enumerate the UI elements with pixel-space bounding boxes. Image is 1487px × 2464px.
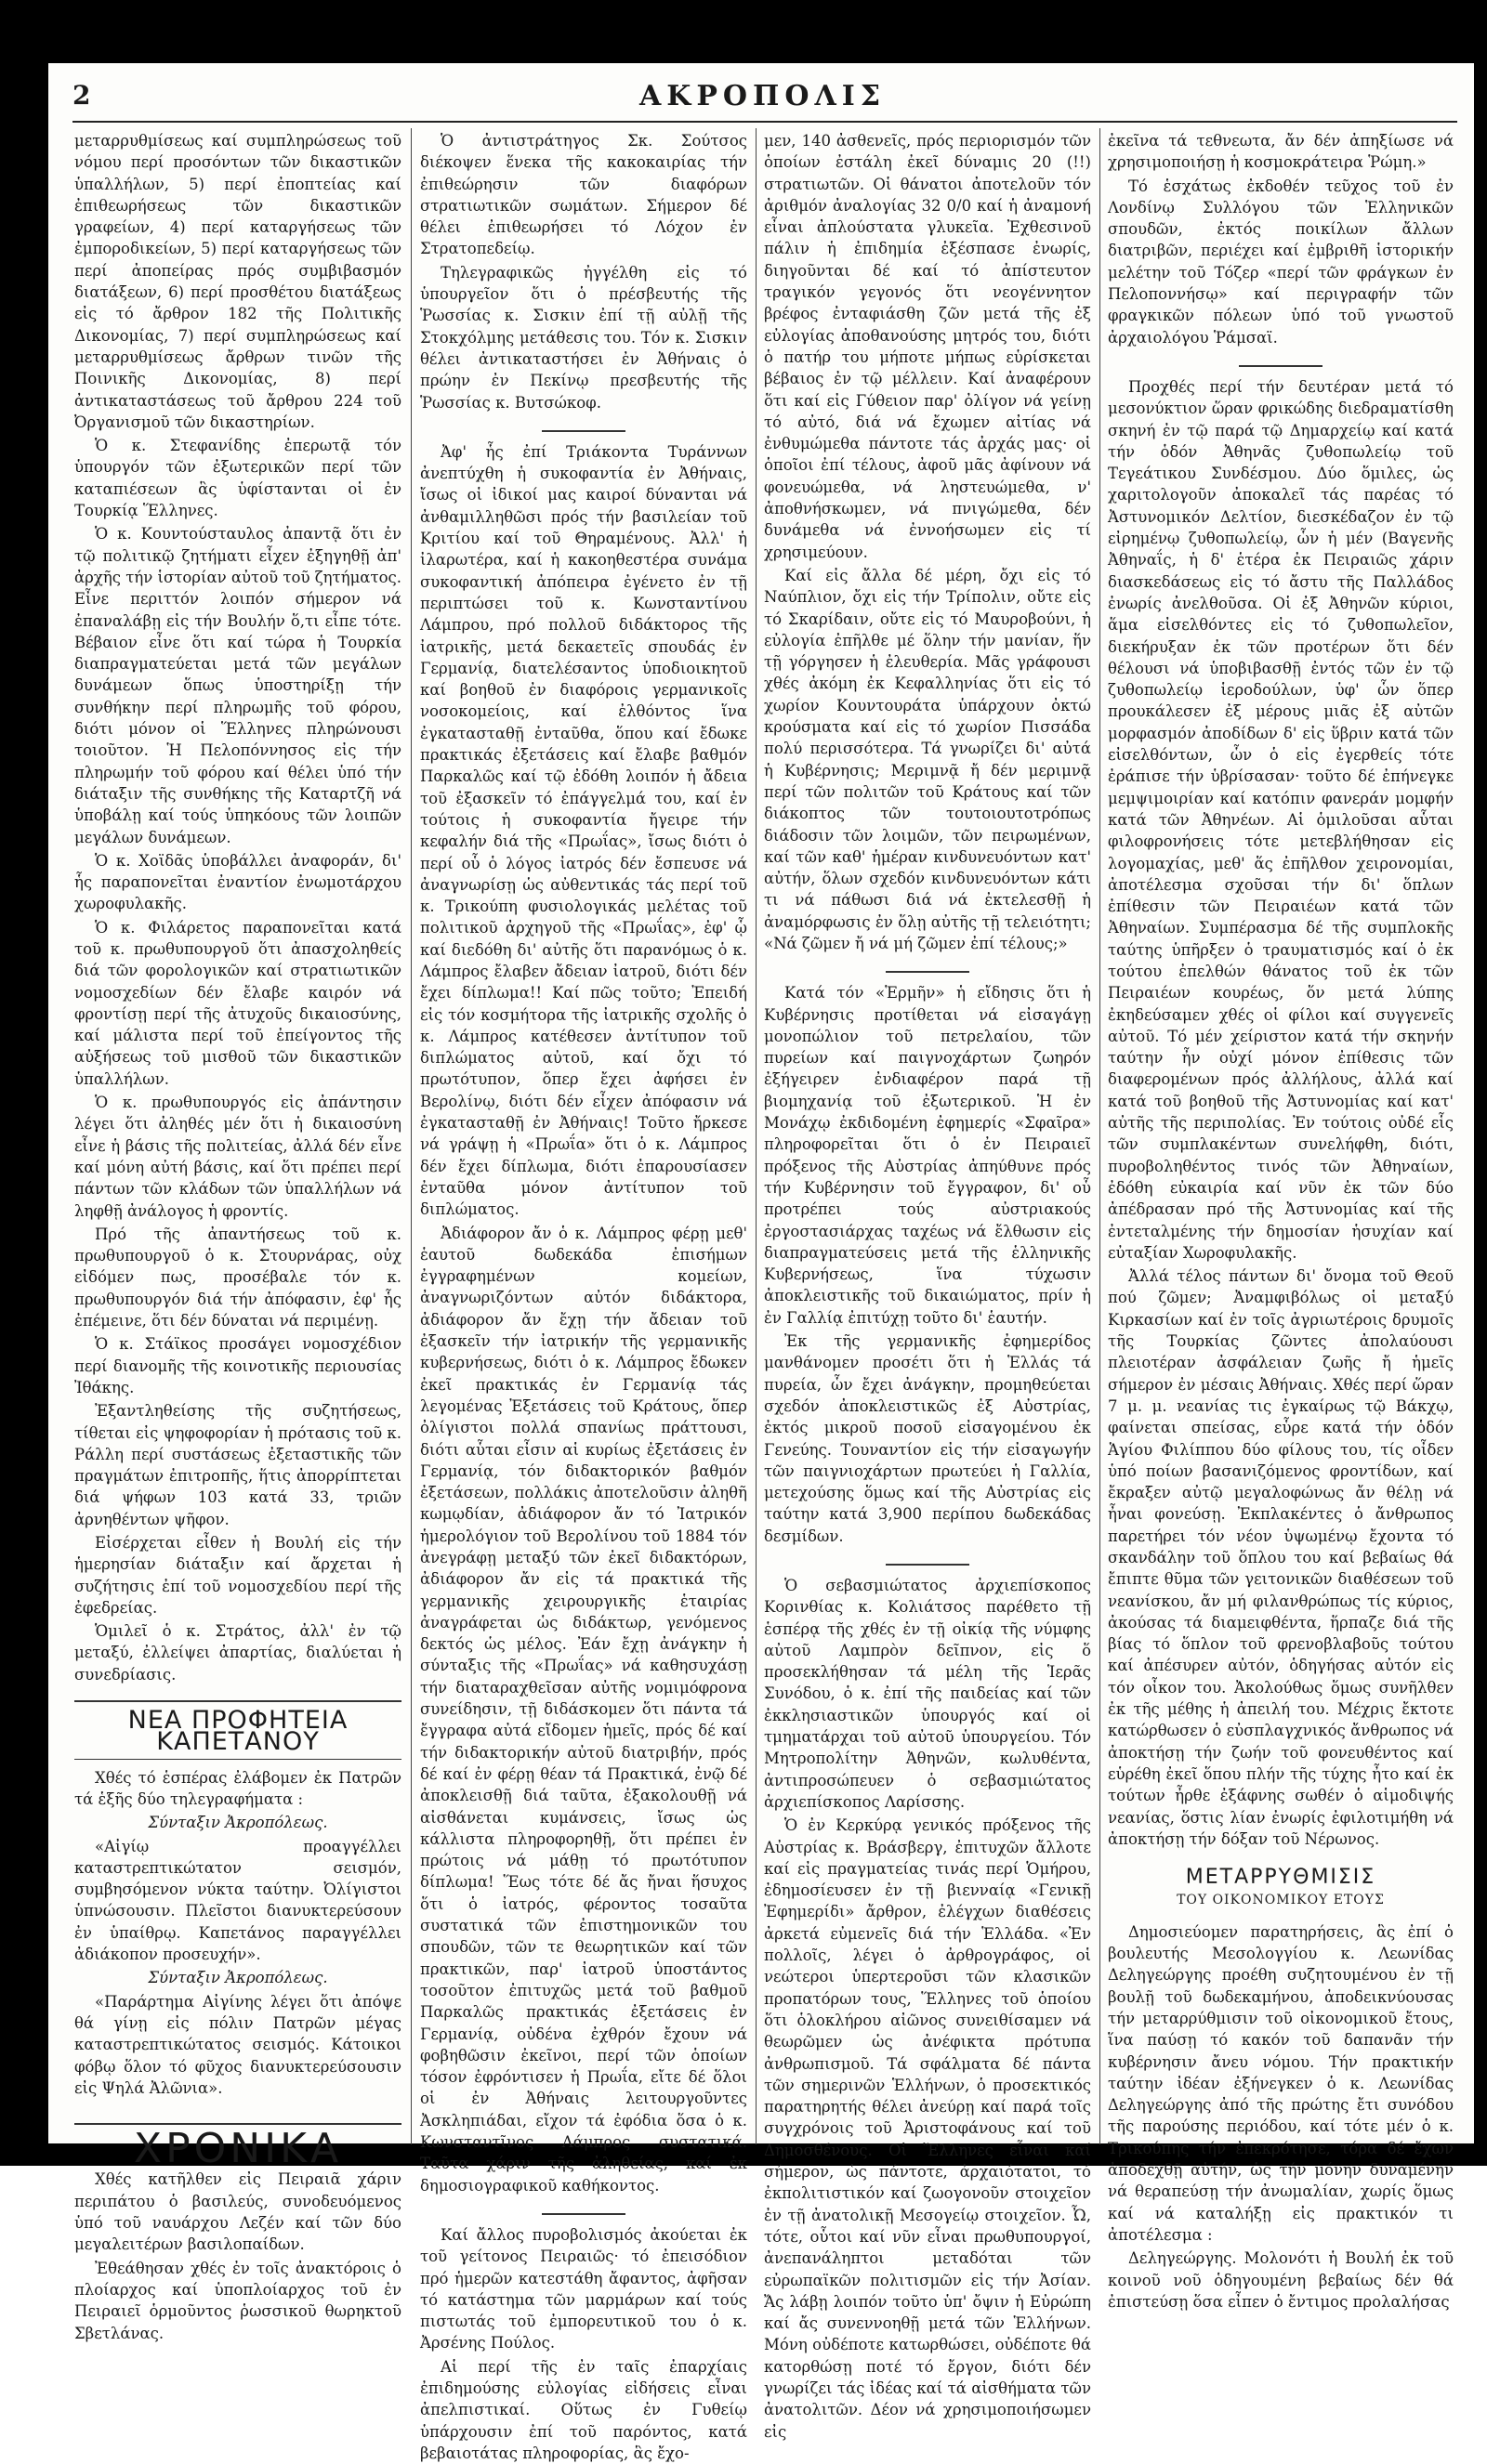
article-paragraph: Πρό τῆς ἀπαντήσεως τοῦ κ. πρωθυπουργοῦ ὁ κ. Στουρνάρας, οὐχ εἰδόμεν πως, προσέβαλε τόν κ. πρωθυπουργόν διά τήν ἀπόφασιν, ἐφ' ἧς ἐπέμεινε, ὅτι δέν δύναται νά περιμένῃ. bbox=[74, 1225, 401, 1330]
article-paragraph: Τηλεγραφικῶς ἠγγέλθη εἰς τό ὑπουργεῖον ὅτι ὁ πρέσβευτής τῆς Ῥωσσίας κ. Σισκιν ἐπί τῇ αὐλῇ τῆς Στοκχόλμης μετάθεσις του. Τόν κ. Σισκιν θέλει ἀντικαταστήσει ἐν Ἀθήναις ὁ πρώην ἐν Πεκίνῳ πρεσβευτής τῆς Ῥωσσίας κ. Βυτσώκοφ. bbox=[420, 263, 747, 412]
separator-rule bbox=[1239, 365, 1323, 367]
scan-border-left bbox=[0, 0, 48, 2166]
article-paragraph: Καί ἄλλος πυροβολισμός ἀκούεται ἐκ τοῦ γείτονος Πειραιῶς· τό ἐπεισόδιον πρό ἡμερῶν κατεστάθη ἄφαντος, ἀφῆσαν τό κατάστημα τῶν μαρμάρων καί τούς πιστωτάς τοῦ ἐμπορευτικοῦ του ὁ κ. Ἀρσένης Πούλος. bbox=[420, 2225, 747, 2353]
header-rule bbox=[72, 121, 1457, 123]
separator-rule bbox=[542, 2213, 625, 2215]
article-paragraph: Χθές κατῆλθεν εἰς Πειραιᾶ χάριν περιπάτου ὁ βασιλεύς, συνοδευόμενος ὑπό τοῦ ναυάρχου Λεζέν καί τῶν δύο μεγαλειτέρων βασιλοπαίδων. bbox=[74, 2170, 401, 2254]
article-paragraph: Αἱ περί τῆς ἐν ταῖς ἐπαρχίαις ἐπιδημούσης εὐλογίας εἰδήσεις εἶναι ἀπελπιστικαί. Οὕτως ἐν Γυθείῳ ὑπάρχουσιν ἐπί τοῦ παρόντος, κατά βεβαιοτάτας πληροφορίας, ἃς ἔχο- bbox=[420, 2357, 747, 2462]
telegram-text: «Αἰγίῳ προαγγέλλει καταστρεπτικώτατον σεισμόν, συμβησόμενον νύκτα ταύτην. Ὀλίγιστοι ὑπνώσουσιν. Πλεῖστοι διανυκτερεύσουν ἐν ὑπαίθρῳ. Καπετάνος παραγγέλλει ἀδιάκοπον προσευχήν». bbox=[74, 1837, 401, 1964]
scan-border-top bbox=[0, 0, 1487, 63]
article-paragraph: Εἰσέρχεται εἶθεν ἡ Βουλή εἰς τήν ἡμερησίαν διάταξιν καί ἄρχεται ἡ συζήτησις ἐπί τοῦ νομοσχεδίου περί τῆς ἐφεδρείας. bbox=[74, 1534, 401, 1617]
article-paragraph: Ὁ κ. Φιλάρετος παραπονεῖται κατά τοῦ κ. πρωθυπουργοῦ ὅτι ἀπασχοληθείς διά τῶν φορολογικῶν καί στρατιωτικῶν νομοσχεδίων δέν ἔλαβε καιρόν νά φροντίσῃ περί τῆς ἀτυχοῦς δικαιοσύνης, καί μάλιστα περί τοῦ ἐπείγοντος τῆς αὐξήσεως τοῦ μισθοῦ τῶν δικαστικῶν ὑπαλλήλων. bbox=[74, 918, 401, 1088]
article-paragraph: Ἐκ τῆς γερμανικῆς ἐφημερίδος μανθάνομεν προσέτι ὅτι ἡ Ἑλλάς τά πυρεία, ὧν ἔχει ἀνάγκην, προμηθεύεται σχεδόν ἀποκλειστικῶς ἐξ Αὐστρίας, ἐκτός μικροῦ ποσοῦ εἰσαγομένου ἐκ Γενεύης. Τουναντίον εἰς τήν εἰσαγωγήν τῶν παιγνιοχάρτων πρωτεύει ἡ Γαλλία, μετεχούσης ὅμως καί τῆς Αὐστρίας εἰς ταύτην κατά 3,900 περίπου δωδεκάδας δεσμίδων. bbox=[764, 1332, 1091, 1545]
article-paragraph: Ὁ κ. πρωθυπουργός εἰς ἀπάντησιν λέγει ὅτι ἀληθές μέν ὅτι ἡ δικαιοσύνη εἶνε ἡ βάσις τῆς πολιτείας, ἀλλά δέν εἶνε καί μόνη αὐτή βάσις, καί ὅτι πρέπει περί πάντων τῶν κλάδων τῶν ὑπαλλήλων νά ληφθῇ ἀνάλογος ἡ φροντίς. bbox=[74, 1094, 401, 1220]
telegram-text: «Παράρτημα Αἰγίνης λέγει ὅτι ἀπόψε θά γίνῃ εἰς πόλιν Πατρῶν μέγας καταστρεπτικώτατος σεισμός. Κάτοικοι φόβῳ ὅλον τό φῦχος διανυκτερεύσουσιν εἰς Ψηλά Ἀλῶνια». bbox=[74, 1992, 401, 2097]
article-paragraph: Ὁ κ. Κουντούσταυλος ἀπαντᾷ ὅτι ἐν τῷ πολιτικῷ ζητήματι εἶχεν ἐξηγηθῇ ἀπ' ἀρχῆς τήν ἱστορίαν αὐτοῦ τοῦ ζητήματος. Εἶνε περιττόν λοιπόν σήμερον νά ἐπαναλάβῃ εἰς τήν Βουλήν ὅ,τι εἶπε τότε. Βέβαιον εἶνε ὅτι καί τώρα ἡ Τουρκία διαπραγματεύεται μετά τῶν μεγάλων δυνάμεων ὅπως ὑποστηρίξῃ τήν συνθήκην περί πληρωμῆς τοῦ φόρου, διότι μόνον οἱ Ἕλληνες πληρώνουσι τοιοῦτον. Ἡ Πελοπόννησος εἰς τήν πληρωμήν τοῦ φόρου καί θέλει ὑπό τήν διάταξιν τῆς συνθήκης τῆς Καταρτζῆ νά ὑποβάλῃ καί τούς ὑπηκόους τῶν λοιπῶν μεγάλων δυνάμεων. bbox=[74, 525, 401, 846]
article-paragraph: Καί εἰς ἄλλα δέ μέρη, ὄχι εἰς τό Ναύπλιον, ὄχι εἰς τήν Τρίπολιν, οὔτε εἰς τό Σκαρίδαιν, οὔτε εἰς τό Μαυροβούνι, ἡ εὐλογία ἐπῆλθε μέ ὅλην τήν μανίαν, ἥν τῇ γόργησεν ἡ ἐλευθερία. Μᾶς γράφουσι χθές ἀκόμη ἐκ Κεφαλληνίας ὅτι εἰς τό χωρίον Κουντουράτα ὑπάρχουν ὀκτώ κρούσματα καί εἰς τό χωρίον Πισσάδα πολύ περισσότερα. Τά γνωρίζει δι' αὐτά ἡ Κυβέρνησις; Μεριμνᾷ ἤ δέν μεριμνᾷ περί τῶν πολιτῶν τοῦ Κράτους καί τῶν διάκοπτος τῶν τουτοιουτοτρόπως διάδοσιν τῶν λοιμῶν, τῶν πειρωμένων, καί τῶν καθ' ἡμέραν κινδυνευόντων κατ' αὐτήν, ὅλων σχεδόν κινδυνευόντων κάτι τι νά πάθωσι διά νά ἐκτελεσθῇ ἡ ἀναμόρφωσις ἐν ὅλῃ αὐτῆς τῇ τελειότητι; «Νά ζῶμεν ἤ νά μή ζῶμεν ἐπί τέλους;» bbox=[764, 566, 1091, 952]
article-paragraph: Δημοσιεύομεν παρατηρήσεις, ἃς ἐπί ὁ βουλευτής Μεσολογγίου κ. Λεωνίδας Δεληγεώργης προέθη συζητουμένου ἐν τῇ βουλῇ τοῦ δωδεκαμήνου, ἀποδεικνύουσας τήν μεταρρύθμισιν τοῦ οἰκονομικοῦ ἔτους, ἵνα παύσῃ τό κακόν τοῦ δαπανᾶν τήν κυβέρνησιν ἄνευ νόμου. Τήν πρακτικήν ταύτην ἰδέαν ἐξήνεγκεν ὁ κ. Λεωνίδας Δεληγεώργης ἀπό τῆς πρώτης ἔτι συνόδου τῆς παρούσης περιόδου, καί τότε μέν ὁ κ. Τρικούπης τήν ἐπεκρότησε, τόρα δέ ἔχων ἀποδεχθῇ αὐτήν, ὡς τήν μόνην δυναμένην νά θεραπεύσῃ τήν ἀνωμαλίαν, χωρίς ὅμως καί νά καταλήξῃ εἰς πρακτικόν τι ἀποτέλεσμα : bbox=[1108, 1922, 1454, 2244]
article-paragraph: μεταρρυθμίσεως καί συμπληρώσεως τοῦ νόμου περί προσόντων τῶν δικαστικῶν ὑπαλλήλων, 5) περί ἐποπτείας καί ἐπιθεωρήσεως τῶν δικαστικῶν γραφείων, 4) περί καταργήσεως τῶν ἐμποροδικείων, 5) περί καταργήσεως τῶν περί ἀποπείρας πρός συμβιβασμόν διατάξεων, 6) περί προσθέτου διατάξεως εἰς τό ἄρθρον 182 τῆς Πολιτικῆς Δικονομίας, 7) περί συμπληρώσεως καί μεταρρυθμίσεως ἄρθρων τινῶν τῆς Ποινικῆς Δικονομίας, 8) περί ἀντικαταστάσεως τοῦ ἄρθρου 224 τοῦ Ὀργανισμοῦ τῶν δικαστηρίων. bbox=[74, 132, 401, 431]
section-title-prophecy: ΝΕΑ ΠΡΟΦΗΤΕΙΑ ΚΑΠΕΤΑΝΟΥ bbox=[74, 1700, 401, 1760]
telegram-header: Σύνταξιν Ἀκροπόλεως. bbox=[148, 1969, 328, 1987]
separator-rule bbox=[542, 430, 625, 432]
telegram-header: Σύνταξιν Ἀκροπόλεως. bbox=[148, 1814, 328, 1832]
article-paragraph: ἐκεῖνα τά τεθνεωτα, ἄν δέν ἀπηξίωσε νά χρησιμοποιήσῃ ἡ κοσμοκράτειρα Ῥώμη.» bbox=[1108, 132, 1454, 172]
article-paragraph: Τό ἑσχάτως ἐκδοθέν τεῦχος τοῦ ἐν Λονδίνῳ Συλλόγου τῶν Ἑλληνικῶν σπουδῶν, ἐκτός ποικίλων ἄλλων διατριβῶν, περιέχει καί ἐμβριθῆ ἱστορικήν μελέτην τοῦ Τόζερ «περί τῶν φράγκων ἐν Πελοποννήσῳ» καί περιγραφήν τῶν φραγκικῶν πόλεων ὑπό τοῦ γνωστοῦ ἀρχαιολόγου Ῥάμσαϊ. bbox=[1108, 177, 1454, 347]
column-4 bbox=[1108, 130, 1454, 2311]
article-paragraph: Ὁ κ. Στάϊκος προσάγει νομοσχέδιον περί διανομῆς τῆς κοινοτικῆς περιουσίας Ἰθάκης. bbox=[74, 1335, 401, 1396]
article-paragraph: Κατά τόν «Ἑρμῆν» ἡ εἴδησις ὅτι ἡ Κυβέρνησις προτίθεται νά εἰσαγάγῃ μονοπώλιον τοῦ πετρελαίου, τῶν πυρείων καί παιγνοχάρτων ζωηρόν ἐξήγειρεν ἐνδιαφέρον παρά τῇ βιομηχανίᾳ τοῦ ἐξωτερικοῦ. Ἡ ἐν Μονάχῳ ἐκδιδομένη ἐφημερίς «Σφαῖρα» πληροφορεῖται ὅτι ὁ ἐν Πειραιεῖ πρόξενος τῆς Αὐστρίας ἀπηύθυνε πρός τήν Κυβέρνησιν τοῦ ἔγγραφον, δι' οὗ προτρέπει τούς αὐστριακούς ἐργοστασιάρχας ταχέως νά ἔλθωσιν εἰς διαπραγματεύσεις μετά τῆς ἑλληνικῆς Κυβερνήσεως, ἵνα τύχωσιν ἀποκλειστικῆς τοῦ δικαιώματος, πρίν ἡ ἐν Γαλλίᾳ ἐπιτύχῃ τοῦτο δι' ἑαυτήν. bbox=[764, 984, 1091, 1327]
article-paragraph: Ὁ κ. Στεφανίδης ἐπερωτᾷ τόν ὑπουργόν τῶν ἐξωτερικῶν περί τῶν καταπιέσεων ἃς ὑφίστανται οἱ ἐν Τουρκίᾳ Ἕλληνες. bbox=[74, 437, 401, 520]
page-number: 2 bbox=[72, 80, 91, 111]
separator-rule bbox=[886, 1564, 969, 1566]
separator-rule bbox=[886, 971, 969, 973]
article-paragraph: μεν, 140 ἀσθενεῖς, πρός περιορισμόν τῶν ὁποίων ἐστάλη ἐκεῖ δύναμις 20 (!!) στρατιωτῶν. Οἱ θάνατοι ἀποτελοῦν τόν ἀριθμόν ἀναλογίας 32 0/0 καί ἡ ἀναμονή εἶναι ἀπλούστατα γλυκεῖα. Ἐχθεσινοῦ πάλιν ἡ ἐπιδημία ἐξέσπασε ἐνωρίς, διηγοῦνται δέ καί τό ἀπίστευτον τραγικόν γεγονός ὅτι νεογέννητον βρέφος ἐνταφιάσθη ζῶν μετά τῆς ἐξ εὐλογίας ἀποθανούσης μητρός του, διότι ὁ πατήρ του μήποτε μήπως εὑρίσκεται βέβαιος ἐν τῷ μέλλειν. Καί ἀναφέρουν ὅτι καί εἰς Γύθειον παρ' ὀλίγον νά γείνῃ τό αὐτό, διά νά ἔχωμεν αἰτίας νά ἐνθυμώμεθα πάντοτε τάς ἀρχάς μας· οἱ ὁποῖοι ἐπί τέλους, ἀφοῦ μᾶς ἀφίνουν νά φονευώμεθα, νά ληστευώμεθα, ν' ἀποθνήσκωμεν, νά πνιγώμεθα, δέν δυνάμεθα νά ἐννοήσωμεν εἰς τί χρησιμεύουν. bbox=[764, 132, 1091, 561]
article-paragraph: Ὁ ἐν Κερκύρᾳ γενικός πρόξενος τῆς Αὐστρίας κ. Βράσβεργ, ἐπιτυχῶν ἄλλοτε καί εἰς πραγματείας τινάς περί Ὁμήρου, ἐδημοσίευσεν ἐν τῇ βιενναίᾳ «Γενικῇ Ἐφημερίδι» ἄρθρον, ἐλέγχων διαθέσεις ἀρκετά εὐμενεῖς διά τήν Ἑλλάδα. «Ἐν πολλοῖς, λέγει ὁ ἀρθρογράφος, οἱ νεώτεροι ὑπερτεροῦσι τῶν κλασικῶν προπατόρων τους, Ἕλληνες τοῦ ὁποίου ὅτι ὁλοκλήρου αἰῶνος συνειθίσαμεν νά θεωρῶμεν ὡς ἀνέφικτα πρότυπα ἀνθρωπισμοῦ. Τά σφάλματα δέ πάντα τῶν σημερινῶν Ἑλλήνων, ὁ προσεκτικός παρατηρητής θέλει ἀνεύρῃ καί παρά τοῖς συγχρόνοις τοῦ Ἀριστοφάνους καί τοῦ Δημοσθένους. Οἱ Ἕλληνες εἶναι καί σήμερον, ὡς πάντοτε, ἀρχαιότατοι, τό ἐκπολιτιστικόν καί ζωογονοῦν στοιχεῖον ἐν τῇ ἀνατολικῇ Μεσογείῳ στοιχεῖον. Ὦ, τότε, οὗτοι καί νῦν εἶναι πρωθυπουργοί, ἀνεπανάληπτοι μεταδόται τῶν εὐρωπαϊκῶν πολιτισμῶν εἰς τήν Ἀσίαν. Ἄς λάβῃ λοιπόν τοῦτο ὑπ' ὄψιν ἡ Εὐρώπη καί ἄς συνεννοηθῇ μετά τῶν Ἑλλήνων. Μόνη οὐδέποτε κατωρθώσει, οὐδέποτε θά κατορθώσῃ ποτέ τό ἔργον, διότι δέν γνωρίζει τάς ἰδέας καί τά αἰσθήματα τῶν ἀνατολιτῶν. Δέον νά χρησιμοποιήσωμεν εἰς bbox=[764, 1816, 1091, 2441]
column-1 bbox=[74, 130, 401, 2342]
article-paragraph: Προχθές περί τήν δευτέραν μετά τό μεσονύκτιον ὥραν φρικώδης διεδραματίσθη σκηνή ἐν τῷ παρά τῷ Δημαρχείῳ καί κατά τήν ὁδόν Ἀθηνᾶς ζυθοπωλείῳ τοῦ Τεγεάτικου Συνδέσμου. Δύο ὅμιλες, ὡς χαριτολογοῦν ἀποκαλεῖ τάς παρέας τό Ἀστυνομικόν Δελτίον, διεσκέδαζον ἐν τῷ εἰρημένῳ ζυθοπωλείῳ, ὧν ἡ μέν (Βαγενῆς Ἀθηναΐς, ἡ δ' ἑτέρα ἐκ Πειραιῶς χάριν διασκεδάσεως εἰς τό ἄστυ τῆς Παλλάδος ἐνωρίς ἀνελθοῦσα. Οἱ ἐξ Ἀθηνῶν κύριοι, ἅμα εἰσελθόντες εἰς τό ζυθοπωλεῖον, διεκήρυξαν ἐκ τῶν προτέρων ὅτι δέν θέλουσι νά ὑποβιβασθῇ ἐντός τῶν ἐν τῷ ζυθοπωλείῳ ἱεροδούλων, ὑφ' ὧν ὅπερ προυκάλεσεν ἐξ μέρους μιᾶς ἐξ αὐτῶν μορφασμόν ἀποδίδων δ' εἰς ὕβριν κατά τῶν εἰσελθόντων, ὧν ὁ εἰς ἐγερθείς τότε ἐράπισε τήν ὑβρίσασαν· τοῦτο δέ ἐπήνεγκε μεμψιμοιρίαν καί κατόπιν φανεράν μομφήν κατά τῶν Ἀθηνέων. Αἱ ὁμιλοῦσαι αὗται φιλοφρονήσεις τότε μετεβλήθησαν εἰς λογομαχίας, μεθ' ἅς ἐπῆλθον χειρονομίαι, ἀποτέλεσμα σχοῦσαι τήν δι' ὅπλων ἐπίθεσιν τῶν Πειραιέων κατά τῶν Ἀθηναίων. Συμπέρασμα δέ τῆς συμπλοκῆς ταύτης ὑπῆρξεν ὁ τραυματισμός καί ὁ ἐκ τούτου ἐπελθών θάνατος τοῦ ἐκ τῶν Πειραιέων κουρέως, ὅν μετά λύπης ἐκηδεύσαμεν χθές οἱ φίλοι καί συγγενεῖς αὐτοῦ. Τό μέν χείριστον κατά τήν σκηνήν ταύτην ἦν οὐχί μόνον ἐπίθεσις τῶν διαφερομένων πρός ἀλλήλους, ἀλλά καί κατά τοῦ βοηθοῦ τῆς Ἀστυνομίας καί κατ' αὐτῆς τῆς περιπολίας. Ἐν τούτοις οὐδέ εἷς τῶν συμπλακέντων συνελήφθη, διότι, πυροβοληθέντος τινός τῶν Ἀθηναίων, ἐδόθη εὐκαιρία καί νῦν ἐκ τῶν δύο ἀπέδρασαν πρό τῆς Ἀστυνομίας καί τῆς ἐντεταλμένης τήν δημοσίαν ἡσυχίαν καί εὐταξίαν Χωροφυλακῆς. bbox=[1108, 377, 1454, 1262]
article-paragraph: Δεληγεώργης. Μολονότι ἡ Βουλή ἐκ τοῦ κοινοῦ νοῦ ὁδηγουμένη βεβαίως δέν θά ἐπιστεύσῃ ὅσα εἶπεν ὁ ἔντιμος προλαλήσας bbox=[1108, 2249, 1454, 2311]
section-subtitle-reform: ΤΟΥ ΟΙΚΟΝΟΜΙΚΟΥ ΕΤΟΥΣ bbox=[1177, 1893, 1385, 1908]
article-paragraph: Ἀδιάφορον ἄν ὁ κ. Λάμπρος φέρῃ μεθ' ἑαυτοῦ δωδεκάδα ἐπισήμων ἐγγραφημένων κομείων, ἀναγνωριζόντων αὐτόν διδάκτορα, ἀδιάφορον ἄν ἔχῃ τήν ἄδειαν τοῦ ἐξασκεῖν τήν ἰατρικήν τῆς γερμανικῆς κυβερνήσεως, διότι ὁ κ. Λάμπρος ἔδωκεν ἐκεῖ πρακτικάς ἐν Γερμανίᾳ τάς λεγομένας Ἐξετάσεις τοῦ Κράτους, ὅπερ ὀλίγιστοι πολλά σπανίως πράττουσι, διότι αὗται εἶσιν αἱ κυρίως ἐξετάσεις ἐν Γερμανίᾳ, τόν διδακτορικόν βαθμόν ἐξετάσεων, πολλάκις ἀποτελοῦσιν ἀληθῆ κωμῳδίαν, ἀδιάφορον ἄν τό Ἰατρικόν ἡμερολόγιον τοῦ Βερολίνου τοῦ 1884 τόν ἀνεγράφῃ μεταξύ τῶν ἐκεῖ διδακτόρων, ἀδιάφορον ἄν εἰς τά πρακτικά τῆς γερμανικῆς χειρουργικῆς ἑταιρίας ἀναγράφεται ὡς διδάκτωρ, γενόμενος δεκτός ὡς μέλος. Ἐάν ἔχῃ ἀνάγκην ἡ σύνταξις τῆς «Πρωΐας» νά καθησυχάσῃ τήν διαταραχθεῖσαν αὐτῆς νομιμόφρονα συνείδησιν, τῇ διδάσκομεν ὅτι πάντα τά ἔγγραφα αὐτά εἴδομεν ἡμεῖς, πρός δέ καί τήν διδακτορικήν αὐτοῦ διατριβήν, πρός δέ καί ἐν φέρῃ θέαν τά Πρακτικά, ἐνῷ δέ ἀποκλεισθῇ διά ταῦτα, ἐξακολουθῇ νά αἰσθάνεται κυμάνσεις, ἴσως ὡς κάλλιστα πληροφορηθῇ, ὅτι πρέπει ἐν πρώτοις νά μάθῃ τό πρωτότυπον δίπλωμα! Ἕως τότε δέ ἄς ἤναι ἥσυχος ὅτι ὁ ἰατρός, φέροντος τοσαῦτα συστατικά τῶν ἐπιστημονικῶν του σπουδῶν, τῶν τε θεωρητικῶν καί τῶν πρακτικῶν, παρ' ἰατροῦ ὑποστάντος τοσοῦτον ἐπιτυχῶς μετά τοῦ βαθμοῦ Παρκαλῶς πρακτικάς ἐξετάσεις ἐν Γερμανίᾳ, οὐδένα ἐχθρόν ἔχουν νά φοβηθῶσιν ἐκεῖνοι, περί τῶν ὁποίων τόσον ἐφρόντισεν ἡ Πρωΐα, εἴτε δέ ὅλοι οἱ ἐν Ἀθήναις λειτουργοῦντες Ἀσκληπιάδαι, εἴχον τά ἐφόδια ὅσα ὁ κ. Κωνσταντῖνος Λάμπρος συστατικά. Ταῦτα χάριν τῆς ἀληθείας, καί ἐκ δημοσιογραφικοῦ καθήκοντος. bbox=[420, 1224, 747, 2195]
article-paragraph: Χθές τό ἑσπέρας ἐλάβομεν ἐκ Πατρῶν τά ἑξῆς δύο τηλεγραφήματα : bbox=[74, 1768, 401, 1808]
article-paragraph: Ὁ ἀντιστράτηγος Σκ. Σούτσος διέκοψεν ἕνεκα τῆς κακοκαιρίας τήν ἐπιθεώρησιν τῶν διαφόρων στρατιωτικῶν σωμάτων. Σήμερον δέ θέλει ἐπιθεωρήσει τό Λόχον ἐν Στρατοπεδείῳ. bbox=[420, 132, 747, 258]
section-title-reform: ΜΕΤΑΡΡΥΘΜΙΣΙΣ bbox=[1185, 1866, 1376, 1890]
article-paragraph: Ἀλλά τέλος πάντων δι' ὄνομα τοῦ Θεοῦ πού ζῶμεν; Ἀναμφιβόλως οἱ μεταξύ Κιρκασίων καί ἐν τοῖς ἀγριωτέροις δρυμοῖς τῆς Τουρκίας ζῶντες ἀπολαύουσι πλειοτέραν ἀσφάλειαν ζωῆς ἤ ἡμεῖς σήμερον ἐν μέσαις Ἀθήναις. Χθές περί ὥραν 7 μ. μ. νεανίας τις ἐγκαίρως τῷ Βάκχῳ, φαίνεται σπείσας, εὗρε κατά τήν ὁδόν Ἁγίου Φιλίππου δύο φίλους του, τίς οἶδεν ὑπό ποίων βασανιζόμενος φροντίδων, καί ἔκραξεν αὐτῷ μεγαλοφώνως ἄν θέλῃ νά ἦναι φονεύσῃ. Ἐκπλακέντες ὁ ἄνθρωπος παρετήρει τόν νέον ὑψωμένῳ ἔχοντα τό σκανδάλην τοῦ ὅπλου του καί βεβαίως θά ἔπιπτε θῦμα τῶν γειτονικῶν διαθέσεων τοῦ νεανίσκου, ἄν μή φιλανθρώπως τίς κύριος, ἀκούσας τά διαμειφθέντα, ἥρπαζε διά τῆς βίας τό ὅπλον τοῦ φρενοβλαβοῦς τούτου καί ἀπέσυρεν αὐτόν, ὁδηγήσας αὐτόν εἰς τόν οἶκον του. Ἀκολούθως ὅμως συνῆλθεν ἐκ τῆς μέθης ἡ ἀπειλή του. Μέχρις ἔκτοτε κατώρθωσεν ὁ εὐσπλαγχνικός ἄνθρωπος νά ἀποκτήσῃ τήν ζωήν τοῦ φονευθέντος καί εὑρέθη ἐκεῖ ὅπου πλήν τῆς τύχης ἦτο καί ἐκ τούτων ἦρθε ἐξάφνης σωθέν ὁ αἱμοδιψής νεανίας, ὅστις λίαν ἐνωρίς ἐφιλοτιμήθη νά ἀποκτήσῃ τήν δόξαν τοῦ Νέρωνος. bbox=[1108, 1267, 1454, 1848]
article-paragraph: Ὁ σεβασμιώτατος ἀρχιεπίσκοπος Κορινθίας κ. Κολιάτσος παρέθετο τῇ ἑσπέρᾳ τῆς χθές ἐν τῇ οἰκίᾳ τῆς νύμφης αὐτοῦ Λαμπρὸν δεῖπνον, εἰς ὅ προσεκλήθησαν τά μέλη τῆς Ἱερᾶς Συνόδου, ὁ κ. ἐπί τῆς παιδείας καί τῶν ἐκκλησιαστικῶν ὑπουργός καί οἱ τμηματάρχαι τοῦ αὐτοῦ ὑπουργείου. Τόν Μητροπολίτην Ἀθηνῶν, κωλυθέντα, ἀντιπροσώπευεν ὁ σεβασμιώτατος ἀρχιεπίσκοπος Λαρίσσης. bbox=[764, 1577, 1091, 1811]
scan-border-right bbox=[1474, 0, 1487, 2166]
page-header bbox=[72, 80, 1457, 117]
article-paragraph: Ὁ κ. Χοϊδᾶς ὑποβάλλει ἀναφοράν, δι' ἧς παραπονεῖται ἐναντίον ἐνωμοτάρχου χωροφυλακῆς. bbox=[74, 851, 401, 913]
article-paragraph: Ἐθεάθησαν χθές ἐν τοῖς ἀνακτόροις ὁ πλοίαρχος καί ὑποπλοίαρχος τοῦ ἐν Πειραιεῖ ὁρμοῦντος ῥωσσικοῦ θωρηκτοῦ Σβετλάνας. bbox=[74, 2259, 401, 2342]
masthead: ΑΚΡΟΠΟΛΙΣ bbox=[639, 80, 887, 112]
column-divider bbox=[1099, 128, 1100, 2144]
column-divider bbox=[756, 128, 757, 2144]
column-2 bbox=[420, 130, 747, 2462]
column-divider bbox=[411, 128, 412, 2144]
article-paragraph: Ἀφ' ἧς ἐπί Τριάκοντα Τυράννων ἀνεπτύχθη ἡ συκοφαντία ἐν Ἀθήναις, ἴσως οἱ ἰδικοί μας καιροί δύνανται νά ἀνθαμιλληθῶσι πρός τήν βασιλείαν τοῦ Κριτίου καί τοῦ Θηραμένους. Ἀλλ' ἡ ἰλαρωτέρα, καί ἡ κακοηθεστέρα συνάμα συκοφαντική ἀπόπειρα ἐγένετο ἐν τῇ περιπτώσει τοῦ κ. Κωνσταντίνου Λάμπρου, πρό πολλοῦ διδάκτορος τῆς ἰατρικῆς, μετά δεκαετεῖς σπουδάς ἐν Γερμανίᾳ, διατελέσαντος ὑποδιοικητοῦ καί βοηθοῦ ἐν διαφόροις γερμανικοῖς νοσοκομείοις, καί ἐλθόντος ἵνα ἐγκατασταθῇ ἐνταῦθα, ὅπου καί ἔδωκε πρακτικάς ἐξετάσεις καί ἔλαβε βαθμόν Παρκαλῶς καί τῷ ἐδόθη λοιπόν ἡ ἄδεια τοῦ ἐξασκεῖν τό ἐπάγγελμά του, καί ἐν τούτοις ἡ συκοφαντία ἤγειρε τήν κεφαλήν διά τῆς «Πρωΐας», ἴσως διότι ὁ περί οὗ ὁ λόγος ἰατρός δέν ἔσπευσε νά ἀναγνωρίσῃ ὡς αὐθεντικάς τάς περί τοῦ κ. Τρικούπη φυσιολογικάς μελέτας τοῦ πολιτικοῦ ἀρχηγοῦ τῆς «Πρωΐας», ἐφ' ᾧ καί διεδόθη δι' αὐτῆς ὅτι παρανόμως ὁ κ. Λάμπρος ἔλαβεν ἄδειαν ἰατροῦ, διότι δέν ἔχει δίπλωμα!! Καί πῶς τοῦτο; Ἐπειδή εἰς τόν κοσμήτορα τῆς ἰατρικῆς σχολῆς ὁ κ. Λάμπρος κατέθεσεν ἀντίτυπον τοῦ διπλώματος αὐτοῦ, καί ὄχι τό πρωτότυπον, ὅπερ ἔχει ἀφήσει ἐν Βερολίνῳ, διότι δέν εἶχεν ἀπόφασιν νά ἐγκατασταθῇ ἐν Ἀθήναις! Τοῦτο ἤρκεσε νά γράψῃ ἡ «Πρωΐα» ὅτι ὁ κ. Λάμπρος δέν ἔχει δίπλωμα, διότι ἐπαρουσίασεν ἐνταῦθα μόνον ἀντίτυπον τοῦ διπλώματος. bbox=[420, 442, 747, 1219]
section-title-chronika: ΧΡΟΝΙΚΑ bbox=[74, 2123, 401, 2159]
article-paragraph: Ὁμιλεῖ ὁ κ. Στράτος, ἀλλ' ἐν τῷ μεταξύ, ἐλλείψει ἀπαρτίας, διαλύεται ἡ συνεδρίασις. bbox=[74, 1622, 401, 1684]
column-3 bbox=[764, 130, 1091, 2441]
article-paragraph: Ἐξαντληθείσης τῆς συζητήσεως, τίθεται εἰς ψηφοφορίαν ἡ πρότασις τοῦ κ. Ράλλη περί συστάσεως ἐξεταστικῆς τῶν πραγμάτων ἐπιτροπῆς, ἥτις ἀπορρίπτεται διά ψήφων 103 κατά 33, τριῶν ἀρνηθέντων ψῆφον. bbox=[74, 1402, 401, 1528]
